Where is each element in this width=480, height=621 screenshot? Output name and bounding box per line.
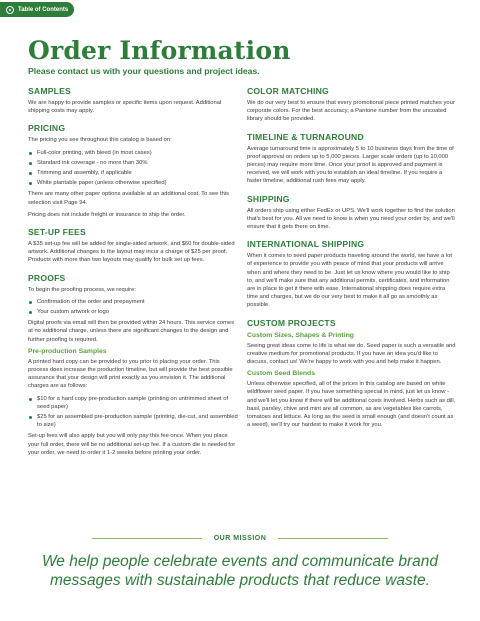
custom-text: Unless otherwise specified, all of the prices in this catalog are based on white wildflower seed paper. If you have something special in mind, just let us know - and we'll let you know if there will be additional costs involved. Herbs such as dill, basil, parsley, chive and mint are all common, as are vegetables like carrots, tomatoes and lettuce. As long as the seed is small enough (and doesn't count as a weed), we'll try our hardest to make it work for you. [247, 381, 456, 429]
list-item: White plantable paper (unless otherwise specified) [28, 179, 238, 187]
pricing-text: There are many other paper options available at an additional cost. To see this selection visit Page 94. [28, 191, 229, 206]
table-of-contents-tab[interactable] [0, 2, 74, 17]
shipping-heading: SHIPPING [247, 193, 290, 204]
custom-sub-heading: Custom Seed Blends [247, 370, 315, 378]
list-item: Full-color printing, with bleed (in most cases) [28, 149, 238, 157]
list-item: $25 for an assembled pre-production sample (printing, die-cut, and assembled to size) [28, 413, 238, 429]
proofs-heading: PROOFS [28, 272, 66, 283]
list-item: $10 for a hard copy pre-production sample (printing on untrimmed sheet of seed paper) [28, 395, 238, 411]
custom-text: Seeing great ideas come to life is what we do. Seed paper is such a versatile and creative medium for promotional products. If you have an idea you'd like to discuss, contact us! We're happy to work with you and help make it happen. [247, 342, 456, 366]
samples-text: We are happy to provide samples or specific items upon request. Additional shipping costs may apply. [28, 100, 222, 115]
preprod-heading: Pre-production Samples [28, 347, 107, 355]
setup-text: A $35 set-up fee will be added for single-sided artwork, and $60 for double-sided artwork. Additional changes to the layout may incur a charge of $25 per proof. Products with more than two layouts may qualify for bulk set up fees. [28, 241, 235, 264]
pricing-text: Pricing does not include freight or insurance to ship the order. [28, 211, 186, 218]
intl-text: When it comes to seed paper products traveling around the world, we have a lot of experience to provide you with peace of mind that your products will arrive when and where they need to be. Just let us know where you would like to ship to, and we'll make sure that any additional permits, certificates, and information are in place to get it there with ease. International shipping does require extra time and charges, but we do our very best to make it all go as smoothly as possible. [247, 253, 452, 309]
proofs-text: Digital proofs via email will then be provided within 24 hours. This service comes at no additional charge, unless there are significant changes to the design and further proofing is required. [28, 320, 235, 343]
preprod-list [28, 395, 238, 430]
intl-heading: INTERNATIONAL SHIPPING [247, 239, 365, 250]
toc-label: Table of Contents [18, 6, 69, 13]
left-column [28, 78, 238, 461]
proofs-list [28, 298, 238, 316]
preprod-text: Set-up fees will also apply but you will only pay this fee once. When you place your full order, there will be no additional set-up fee. If a custom die is needed for your order, we need to order it 1-2 weeks before printing your order. [28, 433, 236, 456]
list-item: Standard ink coverage - no more than 30% [28, 159, 238, 167]
pricing-intro: The pricing you see throughout this catalog is based on: [28, 137, 172, 144]
list-item: Confirmation of the order and prepayment [28, 298, 238, 306]
compass-icon [6, 6, 14, 14]
preprod-text: A printed hard copy can be provided to you prior to placing your order. This process does increase the production timeline, but will provide the best possible assurance that your design will print exactly as you envision it. The additional charges are as follows: [28, 358, 233, 390]
setup-heading: SET-UP FEES [28, 227, 86, 238]
mission-divider [92, 535, 388, 542]
list-item: Your custom artwork or logo [28, 308, 238, 316]
custom-sub-heading: Custom Sizes, Shapes & Printing [247, 331, 354, 339]
divider-line [92, 538, 202, 539]
samples-heading: SAMPLES [28, 86, 71, 96]
timeline-heading: TIMELINE & TURNAROUND [247, 131, 364, 142]
mission-label: OUR MISSION [213, 535, 267, 542]
mission-statement: We help people celebrate events and communicate brand messages with sustainable products that reduce waste. [41, 553, 439, 589]
divider-line [278, 538, 388, 539]
timeline-text: Average turnaround time is approximately 5 to 10 business days from the time of proof approval on orders up to 5,000 pieces. Larger scale orders (up to 10,000 pieces) may require more time. Once your proof is approved and payment is received, we will work with you to establish an ideal timeline. If you require a faster timeline, additional rush fees may apply. [247, 145, 454, 185]
pricing-heading: PRICING [28, 123, 66, 134]
color-heading: COLOR MATCHING [247, 86, 329, 96]
right-column [247, 78, 457, 433]
list-item: Trimming and assembly, if applicable [28, 169, 238, 177]
custom-heading: CUSTOM PROJECTS [247, 317, 336, 328]
page-subtitle: Please contact us with your questions and project ideas. [28, 66, 260, 76]
color-text: We do our very best to ensure that every promotional piece printed matches your corporate colors. For the best accuracy, a Pantone number from the uncoated library should be provided. [247, 100, 455, 123]
proofs-intro: To begin the proofing process, we require: [28, 286, 136, 293]
page-title: Order Information [28, 36, 291, 65]
shipping-text: All orders ship using either FedEx or UPS. We'll work together to find the solution that's best for you. All we need to know is when you need your order by, and we'll ensure that it gets there on time. [247, 207, 455, 231]
pricing-list [28, 149, 238, 188]
